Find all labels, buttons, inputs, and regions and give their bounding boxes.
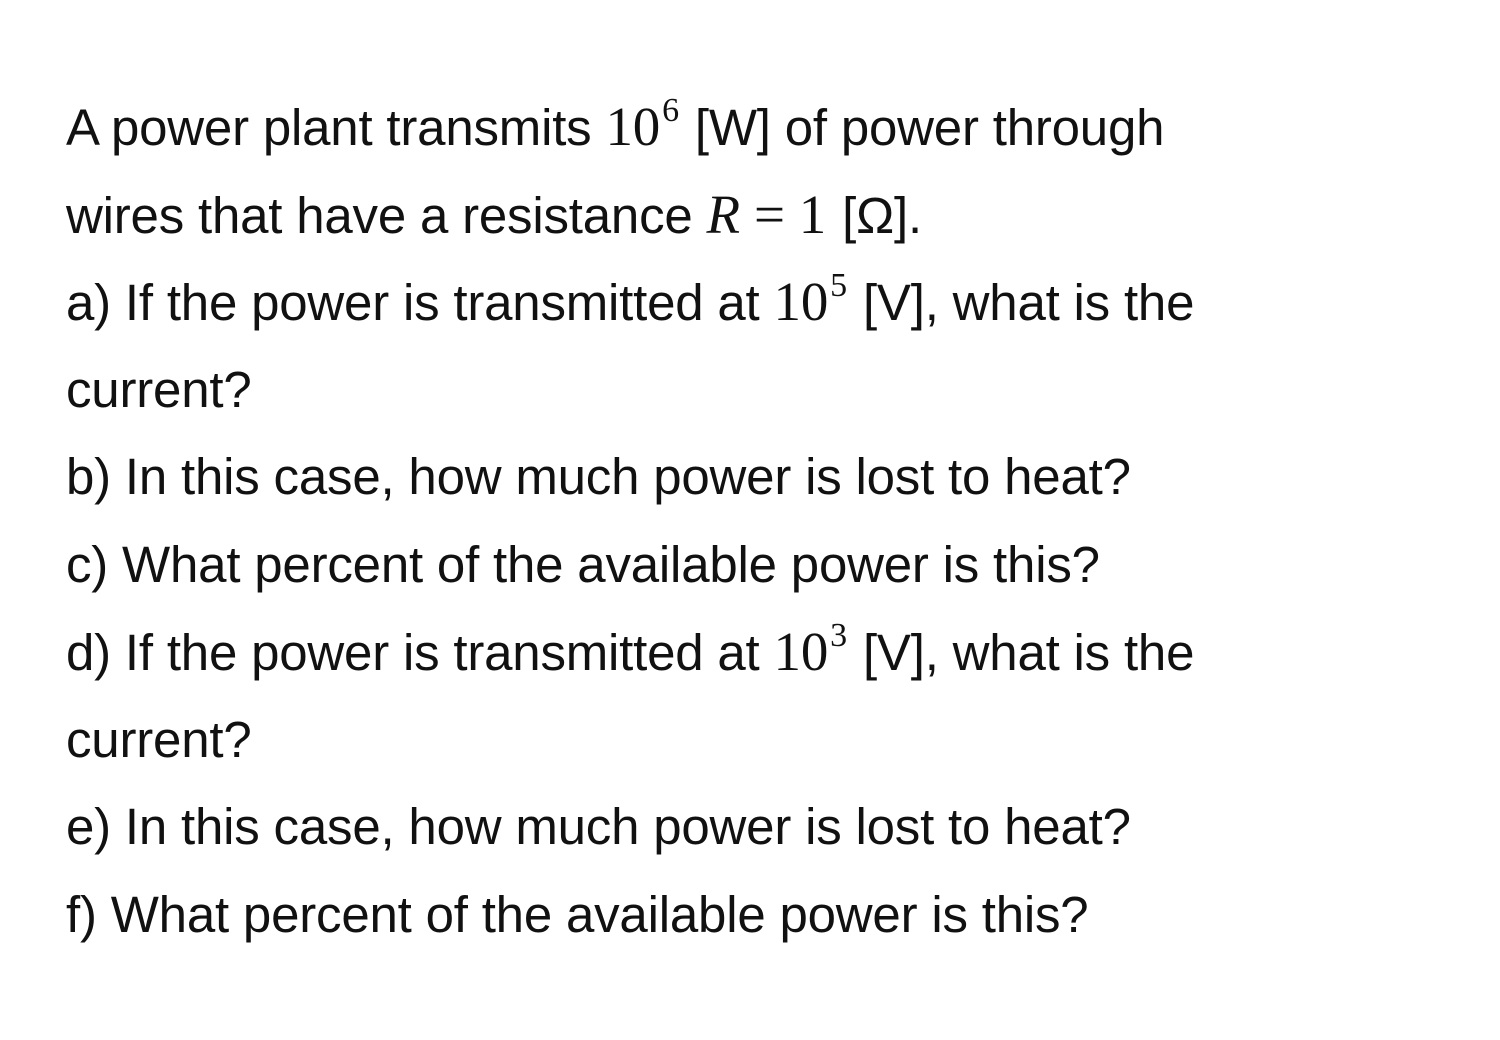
intro-text: [Ω]. bbox=[842, 186, 922, 244]
part-d-line-1 bbox=[66, 608, 1466, 696]
intro-text: [W] of power through bbox=[694, 99, 1165, 156]
resistance-equation bbox=[707, 184, 827, 245]
part-a-text: [V], what is the bbox=[862, 274, 1195, 331]
resistance-value: 1 bbox=[798, 183, 827, 245]
part-a-text: a) If the power is transmitted at bbox=[66, 274, 760, 331]
voltage-exponent: 3 bbox=[830, 617, 847, 654]
part-a-line-2: current? bbox=[66, 360, 252, 418]
intro-text: A power plant transmits bbox=[66, 99, 592, 156]
part-b: b) In this case, how much power is lost to heat? bbox=[66, 448, 1131, 505]
power-exponent: 6 bbox=[662, 92, 679, 129]
power-value bbox=[605, 92, 679, 157]
resistance-variable: R bbox=[706, 183, 740, 245]
part-d-text: [V], what is the bbox=[862, 624, 1195, 681]
part-f: f) What percent of the available power is this? bbox=[66, 885, 1089, 943]
equals-sign: = bbox=[753, 183, 785, 245]
voltage-value-a bbox=[773, 267, 847, 332]
problem-text bbox=[66, 83, 1466, 958]
intro-line-2 bbox=[66, 171, 1466, 259]
part-e: e) In this case, how much power is lost to heat? bbox=[66, 798, 1131, 855]
intro-line-1 bbox=[66, 83, 1466, 171]
voltage-value-d bbox=[773, 617, 847, 682]
power-base: 10 bbox=[605, 96, 661, 157]
voltage-base: 10 bbox=[773, 621, 829, 682]
voltage-base: 10 bbox=[773, 271, 829, 332]
voltage-exponent: 5 bbox=[830, 267, 847, 304]
part-a-line-1 bbox=[66, 258, 1466, 346]
intro-text: wires that have a resistance bbox=[66, 186, 693, 244]
part-d-line-2: current? bbox=[66, 710, 252, 768]
part-c: c) What percent of the available power is this? bbox=[66, 535, 1100, 593]
part-d-text: d) If the power is transmitted at bbox=[66, 624, 760, 681]
